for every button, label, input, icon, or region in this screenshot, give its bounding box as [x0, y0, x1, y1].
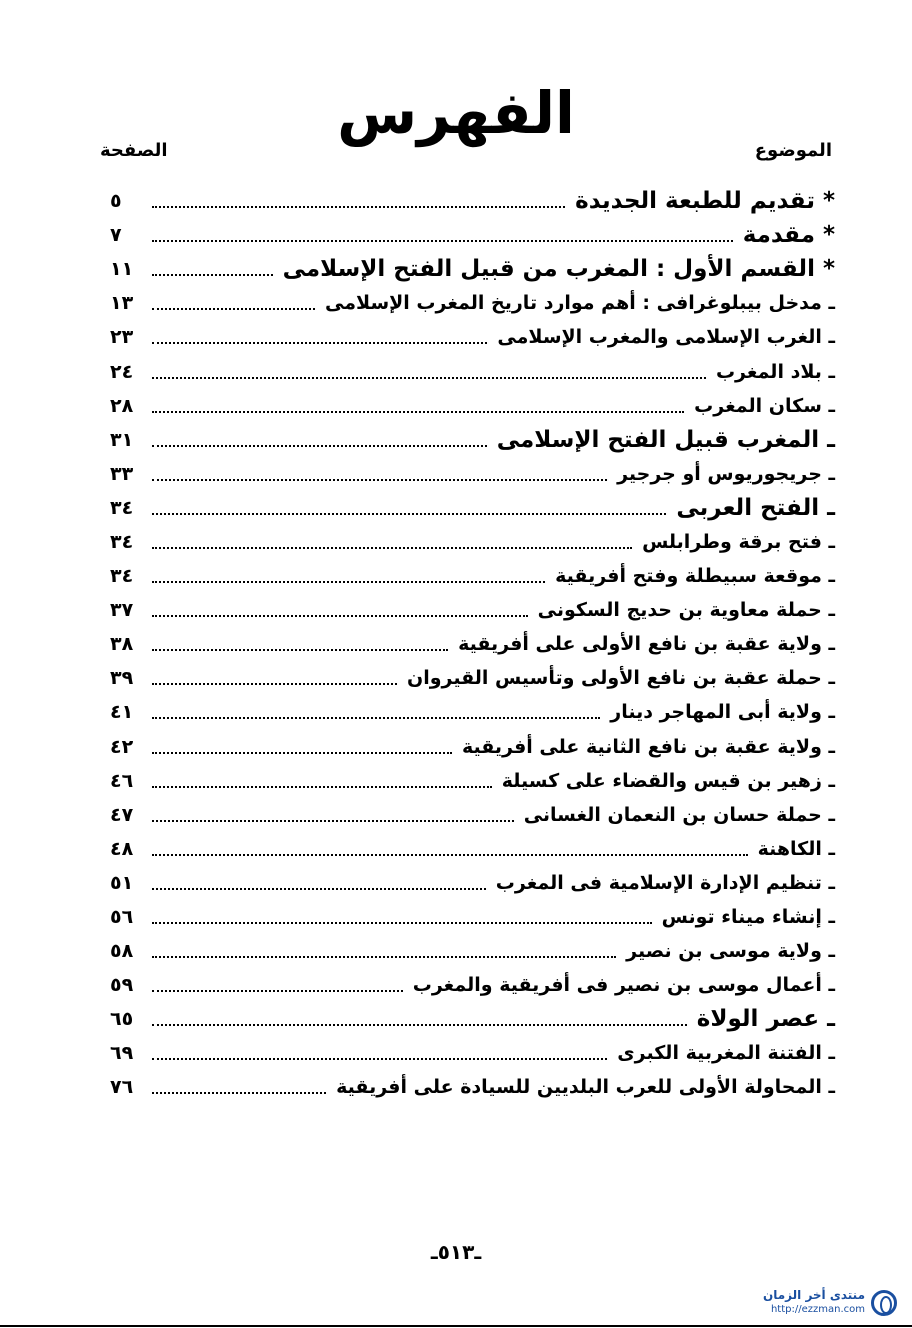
toc-row — [110, 593, 835, 627]
toc-entry-title: ـ زهير بن قيس والقضاء على كسيلة — [501, 769, 835, 792]
toc-entry-title: ـ إنشاء ميناء تونس — [661, 906, 835, 929]
dot-leader — [152, 820, 514, 822]
toc-entry-page: ٣٧ — [110, 599, 134, 622]
dot-leader — [152, 581, 545, 583]
toc-row — [110, 798, 835, 832]
toc-row — [110, 286, 835, 320]
dot-leader — [152, 990, 403, 992]
toc-entry-page: ٥٩ — [110, 974, 134, 997]
toc-row — [110, 218, 835, 252]
toc-entry-page: ٦٩ — [110, 1042, 134, 1065]
toc-entry-title: ـ موقعة سبيطلة وفتح أفريقية — [555, 565, 835, 588]
toc-row — [110, 730, 835, 764]
watermark-logo — [730, 1288, 905, 1322]
toc-entry-page: ٤٧ — [110, 803, 134, 826]
toc-row — [110, 968, 835, 1002]
topic-column-header: الموضوع — [754, 140, 832, 161]
toc-entry-page: ٥١ — [110, 871, 134, 894]
toc-entry-title: ـ مدخل بيبلوغرافى : أهم موارد تاريخ المغرب الإسلامى — [325, 292, 835, 315]
dot-leader — [152, 922, 652, 924]
dot-leader — [152, 479, 607, 481]
dot-leader — [152, 547, 632, 549]
toc-row — [110, 934, 835, 968]
dot-leader — [152, 683, 397, 685]
toc-row — [110, 764, 835, 798]
toc-entry-page: ٧ — [110, 224, 122, 247]
toc-entry-title: ـ الفتح العربى — [676, 494, 835, 521]
toc-entry-page: ٢٨ — [110, 394, 134, 417]
watermark-url: http://ezzman.com — [770, 1304, 865, 1315]
dot-leader — [152, 854, 748, 856]
toc-entry-title: ـ عصر الولاة — [696, 1006, 835, 1033]
toc-row — [110, 525, 835, 559]
toc-entry-page: ٥ — [110, 190, 122, 213]
toc-entry-title: ـ ولاية أبى المهاجر دينار — [610, 701, 835, 724]
toc-entry-title: * مقدمة — [742, 222, 835, 249]
dot-leader — [152, 206, 565, 208]
forum-logo-icon — [871, 1290, 897, 1316]
toc-entry-page: ٢٤ — [110, 360, 134, 383]
toc-row — [110, 900, 835, 934]
toc-row — [110, 695, 835, 729]
toc-entry-page: ٤٦ — [110, 769, 134, 792]
toc-entry-page: ٣٤ — [110, 530, 134, 553]
toc-entry-page: ٦٥ — [110, 1008, 134, 1031]
dot-leader — [152, 1024, 687, 1026]
toc-entry-title: ـ فتح برقة وطرابلس — [642, 530, 835, 553]
dot-leader — [152, 649, 448, 651]
dot-leader — [152, 411, 684, 413]
toc-row — [110, 559, 835, 593]
toc-entry-title: ـ جريجوريوس أو جرجير — [617, 462, 835, 485]
dot-leader — [152, 717, 600, 719]
watermark-name: منتدى أخر الزمان — [763, 1288, 865, 1302]
toc-row — [110, 1070, 835, 1104]
toc-entry-page: ٥٨ — [110, 940, 134, 963]
toc-row — [110, 389, 835, 423]
toc-entry-page: ١٣ — [110, 292, 134, 315]
toc-row — [110, 184, 835, 218]
toc-entry-page: ٣٩ — [110, 667, 134, 690]
toc-entry-page: ٣٨ — [110, 633, 134, 656]
toc-row — [110, 661, 835, 695]
toc-entry-title: ـ حملة حسان بن النعمان الغسانى — [523, 803, 835, 826]
toc-entry-page: ٤٢ — [110, 735, 134, 758]
toc-entry-page: ٤٨ — [110, 837, 134, 860]
toc-entry-title: ـ ولاية موسى بن نصير — [626, 940, 835, 963]
toc-row — [110, 491, 835, 525]
toc-row — [110, 252, 835, 286]
toc-entry-title: ـ بلاد المغرب — [715, 360, 835, 383]
toc-entry-page: ١١ — [110, 258, 134, 281]
toc-entry-title: ـ الكاهنة — [757, 837, 835, 860]
toc-entry-title: * تقديم للطبعة الجديدة — [575, 188, 835, 215]
toc-row — [110, 1036, 835, 1070]
page-title: الفهرس — [337, 79, 575, 147]
toc-entry-title: ـ ولاية عقبة بن نافع الثانية على أفريقية — [461, 735, 835, 758]
table-of-contents — [110, 184, 835, 1105]
toc-entry-title: ـ تنظيم الإدارة الإسلامية فى المغرب — [495, 871, 835, 894]
dot-leader — [152, 308, 315, 310]
bottom-rule — [0, 1325, 912, 1327]
toc-row — [110, 354, 835, 388]
toc-entry-title: ـ المحاولة الأولى للعرب البلديين للسيادة على أفريقية — [336, 1076, 835, 1099]
toc-entry-title: ـ حملة عقبة بن نافع الأولى وتأسيس القيروان — [406, 667, 835, 690]
toc-entry-page: ٣٤ — [110, 565, 134, 588]
toc-entry-title: ـ المغرب قبيل الفتح الإسلامى — [496, 426, 835, 453]
toc-entry-page: ٧٦ — [110, 1076, 134, 1099]
dot-leader — [152, 786, 492, 788]
toc-row — [110, 457, 835, 491]
toc-entry-title: ـ ولاية عقبة بن نافع الأولى على أفريقية — [458, 633, 835, 656]
toc-entry-title: ـ سكان المغرب — [694, 394, 835, 417]
dot-leader — [152, 956, 616, 958]
toc-entry-page: ٤١ — [110, 701, 134, 724]
dot-leader — [152, 513, 666, 515]
toc-row — [110, 423, 835, 457]
toc-entry-title: ـ الغرب الإسلامى والمغرب الإسلامى — [497, 326, 835, 349]
toc-entry-page: ٥٦ — [110, 906, 134, 929]
toc-entry-page: ٣١ — [110, 428, 134, 451]
toc-entry-page: ٣٤ — [110, 496, 134, 519]
dot-leader — [152, 342, 487, 344]
toc-entry-title: ـ الفتنة المغربية الكبرى — [617, 1042, 835, 1065]
toc-row — [110, 627, 835, 661]
toc-row — [110, 832, 835, 866]
toc-entry-page: ٣٣ — [110, 462, 134, 485]
toc-entry-title: * القسم الأول : المغرب من قبيل الفتح الإسلامى — [282, 256, 835, 283]
page-number: ـ٥١٣ـ — [430, 1240, 482, 1264]
dot-leader — [152, 615, 528, 617]
toc-entry-page: ٢٣ — [110, 326, 134, 349]
dot-leader — [152, 240, 733, 242]
dot-leader — [152, 1092, 326, 1094]
dot-leader — [152, 1058, 607, 1060]
dot-leader — [152, 274, 273, 276]
page-column-header: الصفحة — [100, 140, 168, 161]
dot-leader — [152, 888, 486, 890]
toc-row — [110, 866, 835, 900]
dot-leader — [152, 377, 706, 379]
dot-leader — [152, 752, 452, 754]
toc-row — [110, 320, 835, 354]
dot-leader — [152, 445, 487, 447]
toc-row — [110, 1002, 835, 1036]
toc-entry-title: ـ حملة معاوية بن حديج السكونى — [537, 599, 835, 622]
toc-entry-title: ـ أعمال موسى بن نصير فى أفريقية والمغرب — [412, 974, 835, 997]
